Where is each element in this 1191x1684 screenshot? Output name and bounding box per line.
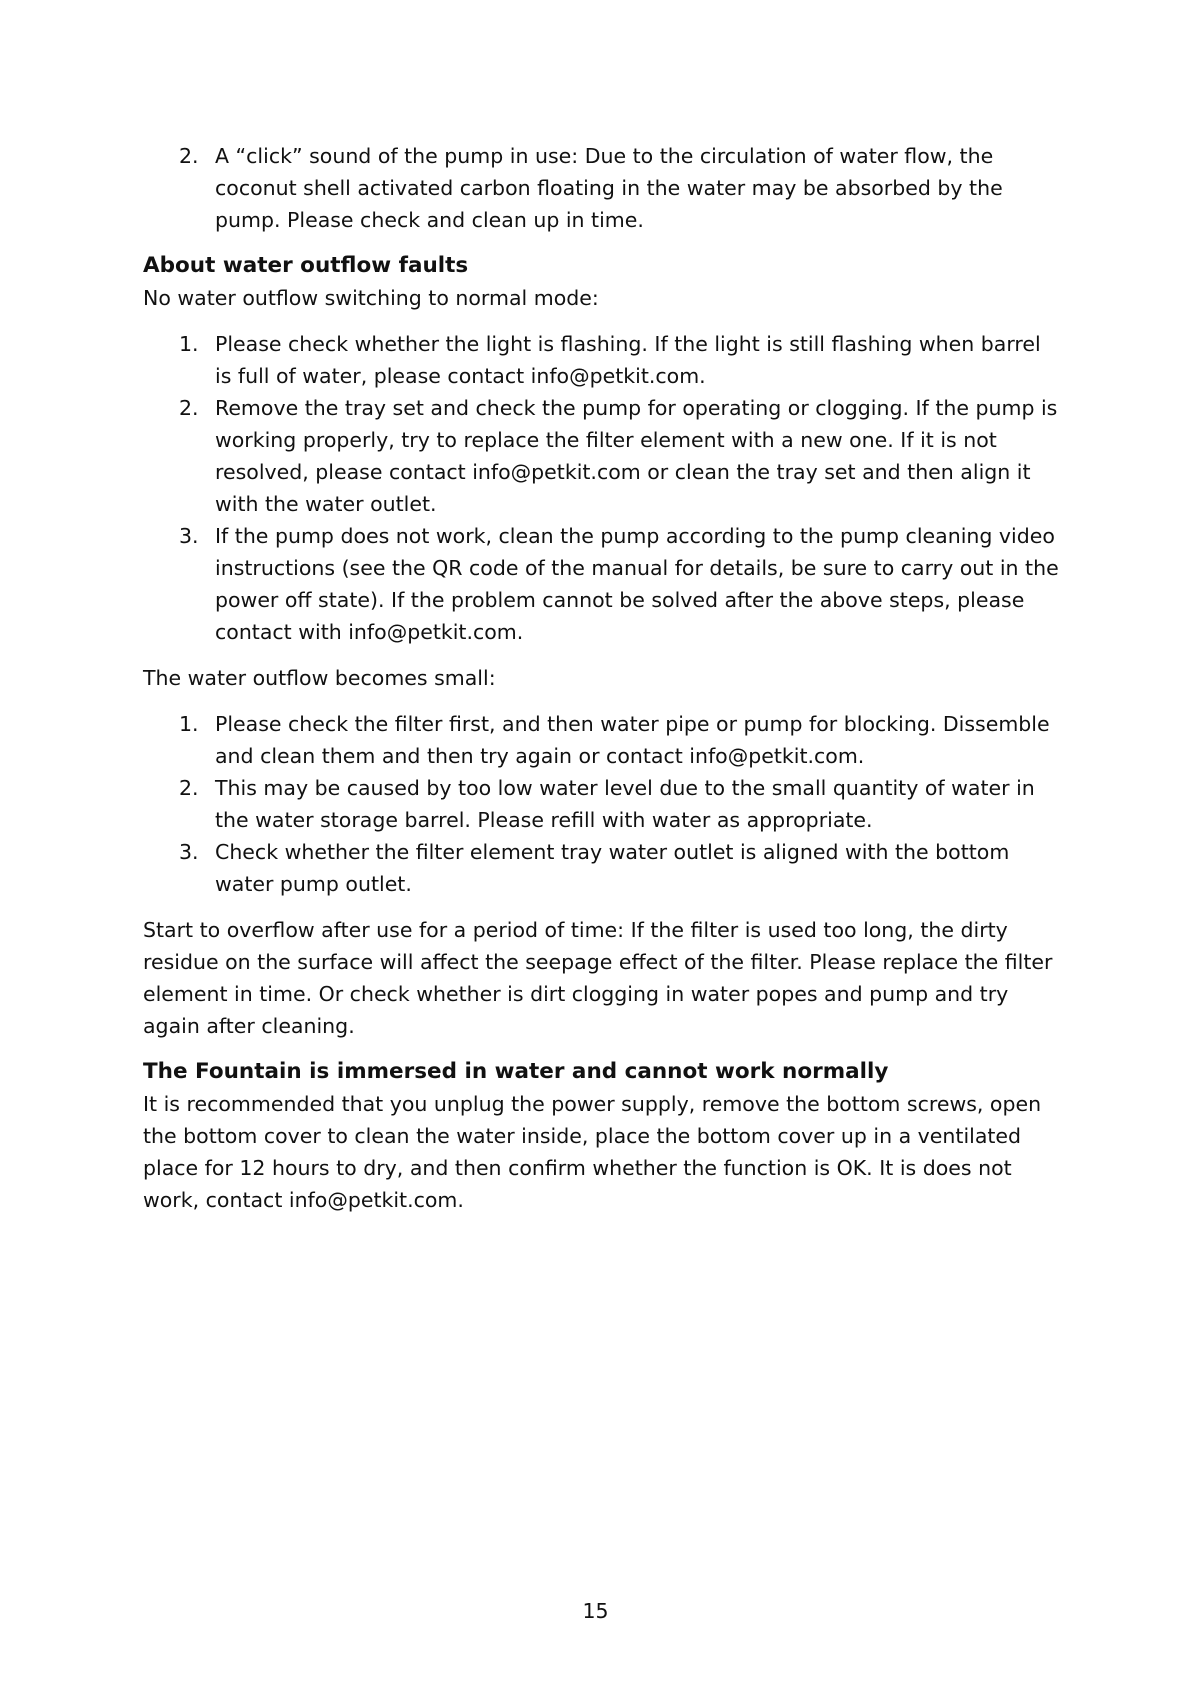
section-heading-immersed: The Fountain is immersed in water and cannot work normally (143, 1059, 889, 1084)
list-item-text: This may be caused by too low water level due to the small quantity of water in the water storage barrel. Please refill with water as appropriate. (215, 776, 1035, 832)
list-item (143, 836, 1063, 900)
section-heading-outflow: About water outflow faults (143, 253, 469, 278)
list-item-number: 3. (179, 524, 199, 548)
small-outflow-intro: The water outflow becomes small: (143, 666, 496, 690)
list-item (143, 140, 1063, 236)
page-number: 15 (582, 1599, 609, 1623)
no-outflow-intro: No water outflow switching to normal mode: (143, 286, 599, 310)
list-item (143, 708, 1063, 772)
list-item-text: If the pump does not work, clean the pump according to the pump cleaning video instructions (see the QR code of the manual for details, be sure to carry out in the power off state). If the problem cannot be solved after the above steps, please contact with info@petkit.com. (215, 524, 1059, 644)
list-item (143, 392, 1063, 520)
list-item-text: A “click” sound of the pump in use: Due to the circulation of water flow, the coconut shell activated carbon floating in the water may be absorbed by the pump. Please check and clean up in time. (215, 144, 1003, 232)
no-outflow-list (143, 328, 1063, 648)
list-item-number: 3. (179, 840, 199, 864)
intro-list (143, 140, 1063, 236)
list-item-text: Check whether the filter element tray water outlet is aligned with the bottom water pump outlet. (215, 840, 1010, 896)
page-content (143, 140, 1063, 1216)
list-item-text: Please check whether the light is flashing. If the light is still flashing when barrel is full of water, please contact info@petkit.com. (215, 332, 1041, 388)
immersed-paragraph: It is recommended that you unplug the power supply, remove the bottom screws, open the bottom cover to clean the water inside, place the bottom cover up in a ventilated place for 12 hours to dry, and then confirm whether the function is OK. It is does not work, contact info@petkit.com. (143, 1092, 1042, 1212)
list-item-text: Please check the filter first, and then water pipe or pump for blocking. Dissemble and clean them and then try again or contact info@petkit.com. (215, 712, 1050, 768)
list-item-text: Remove the tray set and check the pump for operating or clogging. If the pump is working properly, try to replace the filter element with a new one. If it is not resolved, please contact info@petkit.com or clean the tray set and then align it with the water outlet. (215, 396, 1058, 516)
list-item (143, 772, 1063, 836)
list-item (143, 520, 1063, 648)
list-item-number: 1. (179, 712, 199, 736)
overflow-paragraph: Start to overflow after use for a period of time: If the filter is used too long, the dirty residue on the surface will affect the seepage effect of the filter. Please replace the filter element in time. Or check whether is dirt clogging in water popes and pump and try again after cleaning. (143, 918, 1053, 1038)
list-item-number: 1. (179, 332, 199, 356)
list-item-number: 2. (179, 144, 199, 168)
list-item-number: 2. (179, 396, 199, 420)
list-item-number: 2. (179, 776, 199, 800)
small-outflow-list (143, 708, 1063, 900)
list-item (143, 328, 1063, 392)
